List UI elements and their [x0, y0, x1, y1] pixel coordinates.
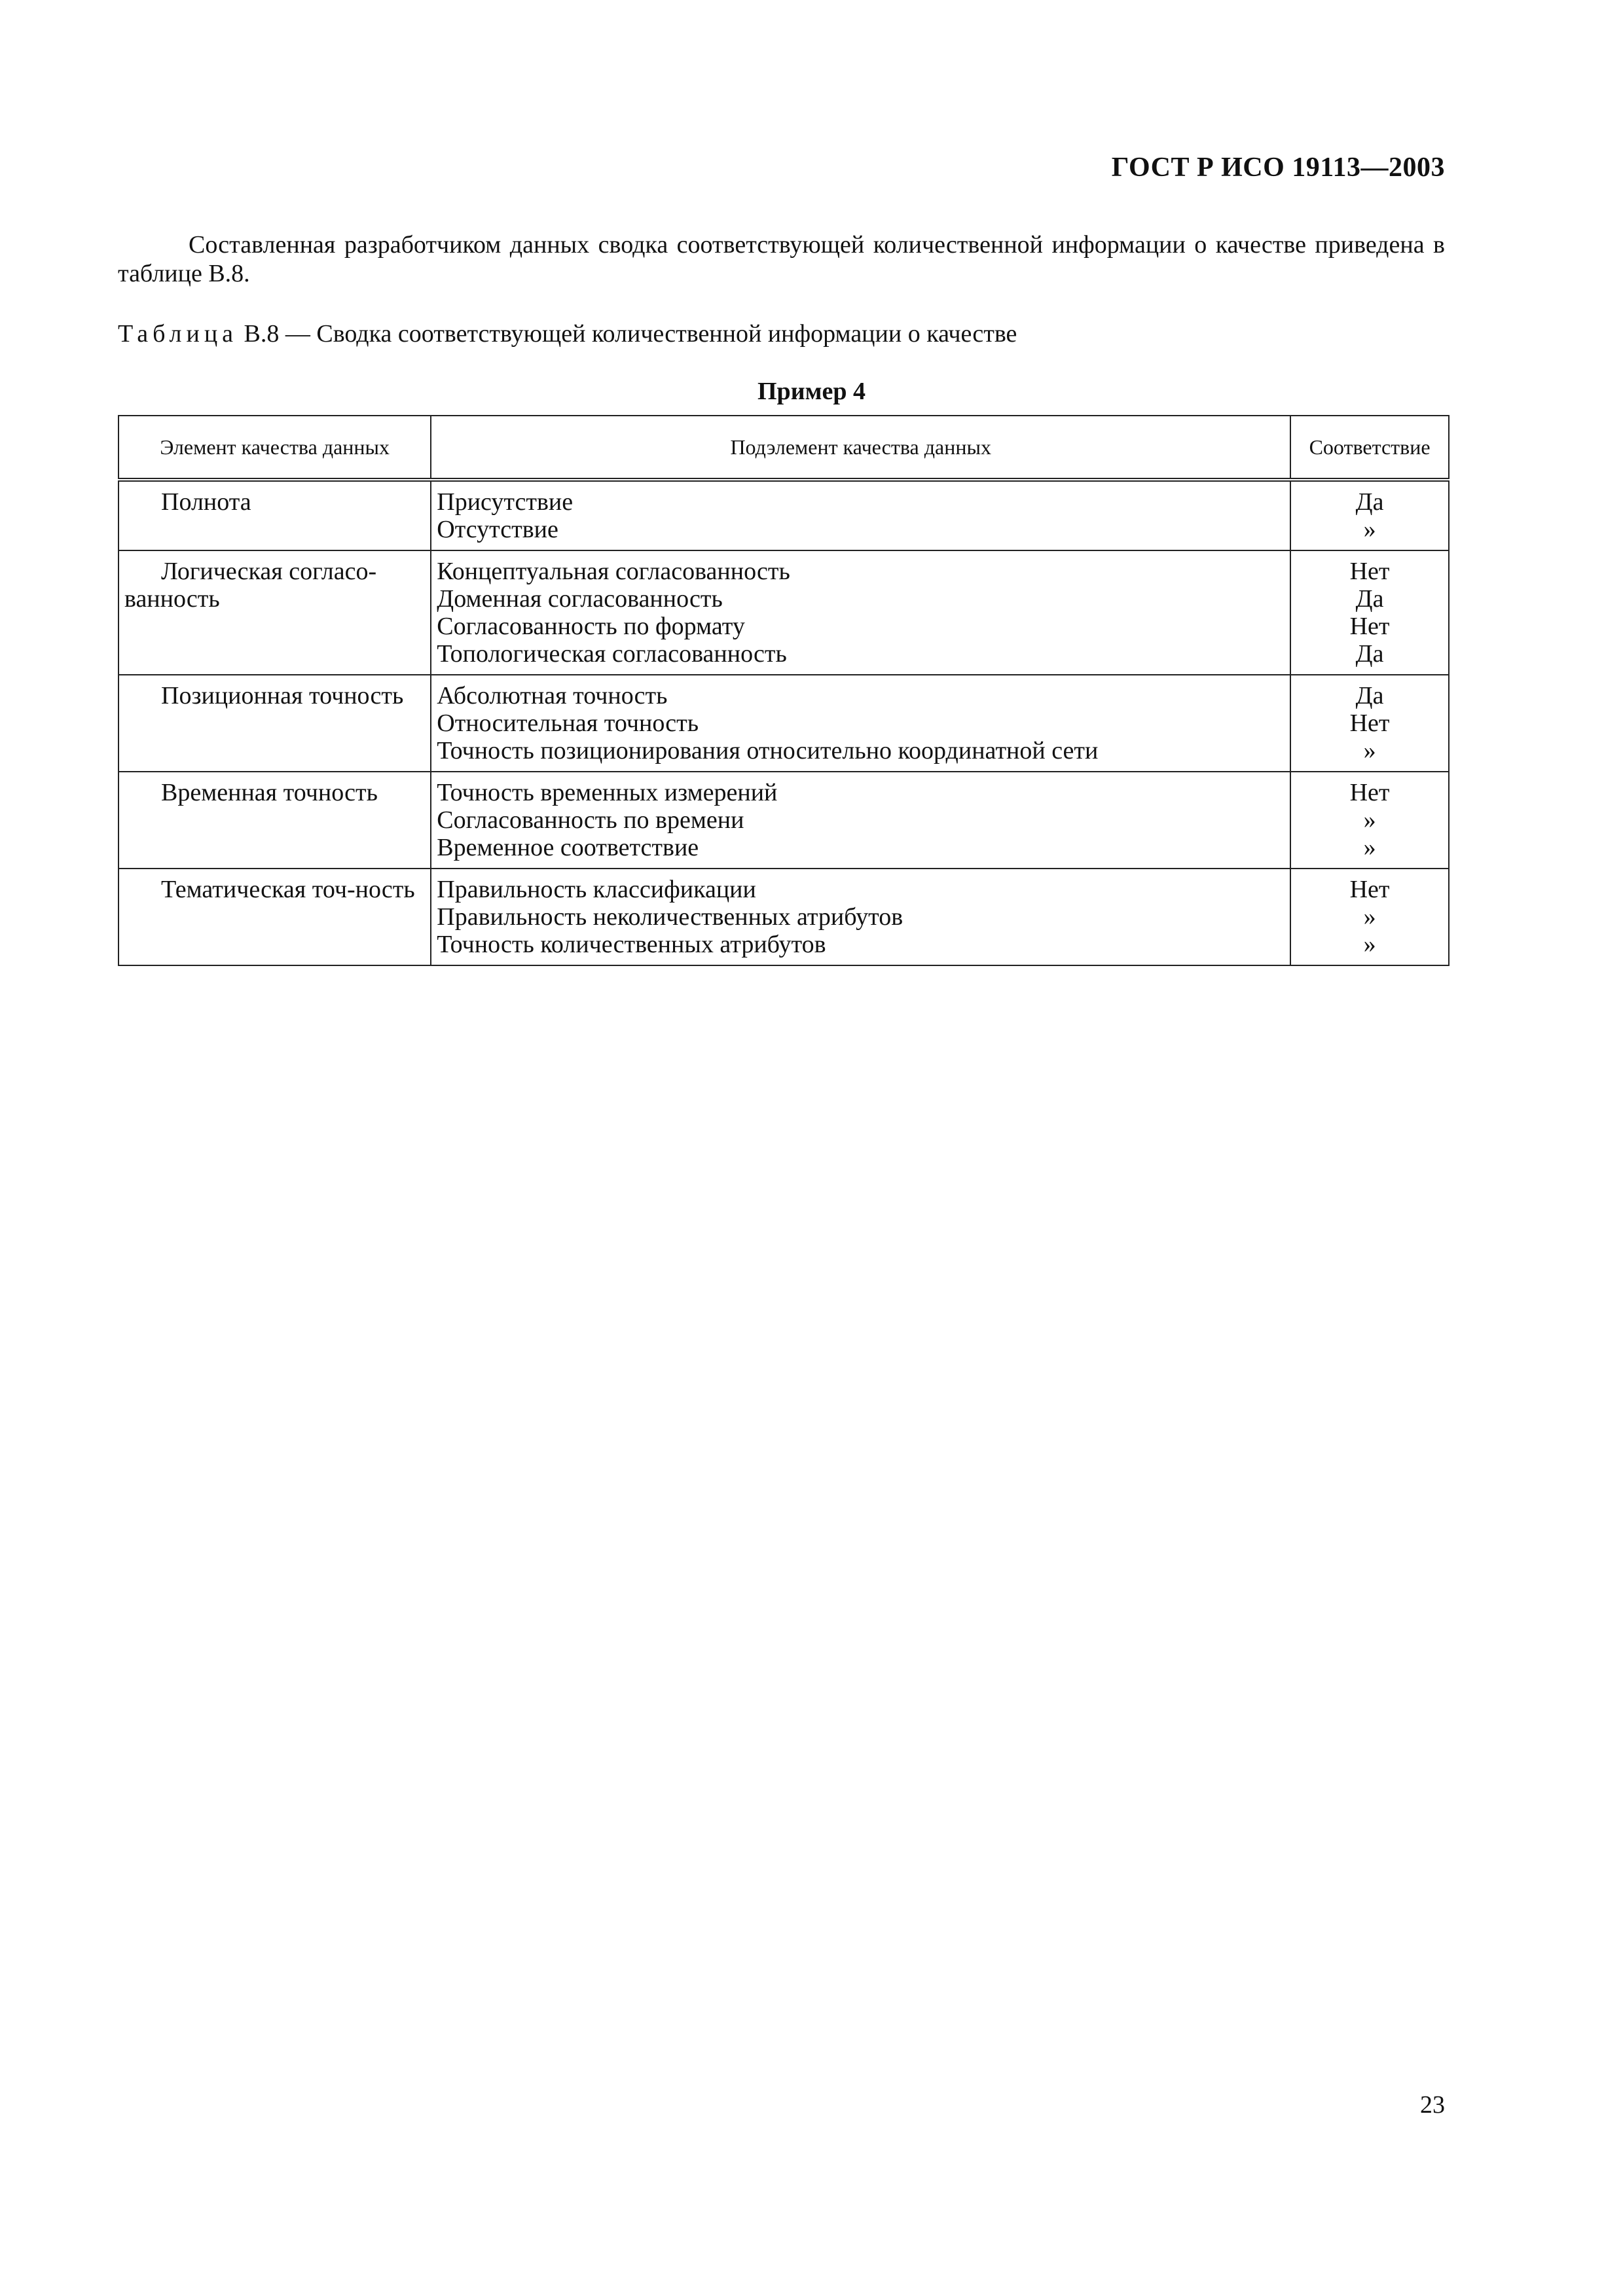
subelement-item: Точность количественных атрибутов	[437, 931, 826, 958]
conformance-value: »	[1363, 931, 1376, 958]
table-row	[119, 675, 1449, 772]
conformance-cell	[1290, 550, 1449, 675]
subelement-item: Топологическая согласованность	[437, 640, 787, 668]
subelement-item: Точность временных измерений	[437, 779, 778, 806]
table-row	[119, 550, 1449, 675]
table-row	[119, 480, 1449, 550]
subelement-item: Точность позиционирования относительно координатной сети	[437, 737, 1099, 764]
element-cell: Логическая согласо-ванность	[119, 550, 431, 675]
subelement-cell	[431, 550, 1290, 675]
table-header-row	[119, 416, 1449, 480]
conformance-value: Нет	[1349, 558, 1390, 585]
conformance-value: Да	[1355, 585, 1384, 613]
subelement-item: Относительная точность	[437, 709, 699, 737]
standard-code: ГОСТ Р ИСО 19113—2003	[1111, 152, 1445, 183]
subelement-item: Доменная согласованность	[437, 585, 723, 613]
conformance-cell	[1290, 480, 1449, 550]
subelement-cell	[431, 772, 1290, 869]
table-caption-text: В.8 — Сводка соответствующей количественной информации о качестве	[244, 320, 1017, 348]
table-caption	[118, 319, 1017, 348]
subelement-item: Отсутствие	[437, 516, 558, 543]
subelement-item: Согласованность по формату	[437, 613, 745, 640]
conformance-value: »	[1363, 903, 1376, 931]
subelement-item: Правильность неколичественных атрибутов	[437, 903, 903, 931]
conformance-cell	[1290, 675, 1449, 772]
conformance-value: Нет	[1349, 613, 1390, 640]
element-cell: Тематическая точ-ность	[119, 869, 431, 965]
conformance-value: Да	[1355, 488, 1384, 516]
conformance-cell	[1290, 772, 1449, 869]
conformance-value: Да	[1355, 682, 1384, 709]
conformance-value: »	[1363, 834, 1376, 861]
header-element: Элемент качества данных	[119, 416, 431, 480]
element-cell: Позиционная точность	[119, 675, 431, 772]
conformance-value: »	[1363, 516, 1376, 543]
page-number: 23	[1420, 2091, 1445, 2119]
conformance-value: Нет	[1349, 709, 1390, 737]
conformance-cell	[1290, 869, 1449, 965]
subelement-item: Концептуальная согласованность	[437, 558, 790, 585]
quality-summary-table	[118, 415, 1450, 966]
conformance-value: Да	[1355, 640, 1384, 668]
intro-paragraph: Составленная разработчиком данных сводка соответствующей количественной информации о качестве приведена в таблице В.8.	[118, 231, 1445, 287]
example-title: Пример 4	[757, 378, 866, 405]
element-cell: Временная точность	[119, 772, 431, 869]
conformance-value: Нет	[1349, 779, 1390, 806]
subelement-cell	[431, 869, 1290, 965]
subelement-cell	[431, 480, 1290, 550]
conformance-value: »	[1363, 737, 1376, 764]
subelement-item: Правильность классификации	[437, 876, 756, 903]
subelement-item: Абсолютная точность	[437, 682, 668, 709]
header-conformance: Соответствие	[1290, 416, 1449, 480]
element-cell: Полнота	[119, 480, 431, 550]
subelement-item: Временное соответствие	[437, 834, 699, 861]
subelement-cell	[431, 675, 1290, 772]
subelement-item: Присутствие	[437, 488, 574, 516]
table-body	[119, 480, 1449, 965]
table-row	[119, 772, 1449, 869]
table-caption-label: Таблица	[118, 320, 238, 348]
conformance-value: »	[1363, 806, 1376, 834]
subelement-item: Согласованность по времени	[437, 806, 744, 834]
header-subelement: Подэлемент качества данных	[431, 416, 1290, 480]
table-row	[119, 869, 1449, 965]
conformance-value: Нет	[1349, 876, 1390, 903]
